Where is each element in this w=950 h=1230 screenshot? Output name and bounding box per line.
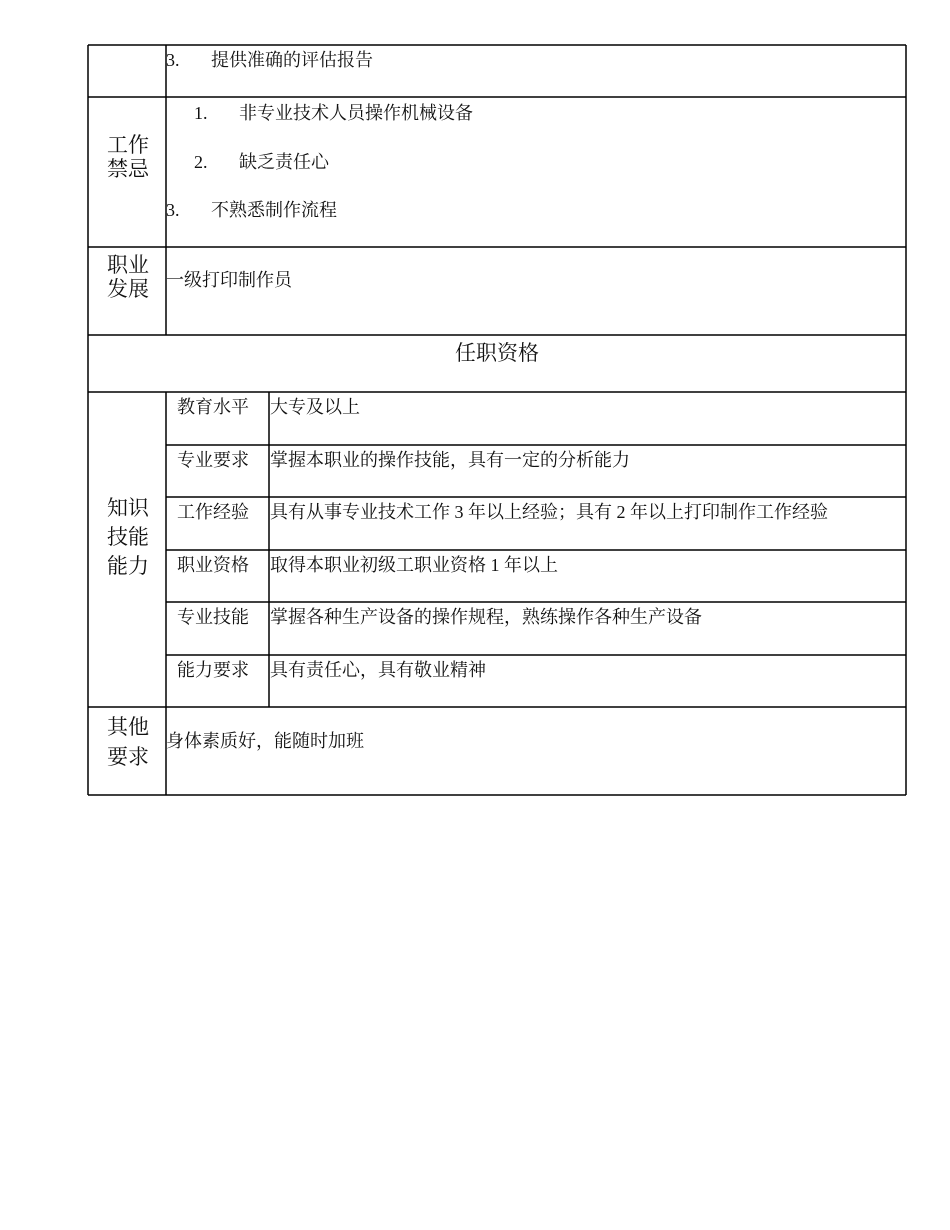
major-key: 专业要求 — [177, 450, 249, 470]
ability-key: 能力要求 — [177, 660, 249, 680]
experience-key: 工作经验 — [177, 502, 249, 522]
taboos-label: 工作 禁忌 — [107, 133, 149, 181]
skills-key: 专业技能 — [177, 607, 249, 627]
taboo-item-1: 1. 非专业技术人员操作机械设备 — [194, 103, 473, 123]
major-value: 掌握本职业的操作技能，具有一定的分析能力 — [270, 450, 630, 470]
experience-value: 具有从事专业技术工作 3 年以上经验；具有 2 年以上打印制作工作经验 — [270, 502, 828, 522]
qualification-header: 任职资格 — [455, 341, 539, 365]
certification-value: 取得本职业初级工职业资格 1 年以上 — [270, 555, 558, 575]
report-item: 3. 提供准确的评估报告 — [166, 50, 373, 70]
other-value: 身体素质好，能随时加班 — [166, 731, 364, 751]
knowledge-label: 知识 技能 能力 — [107, 496, 149, 578]
education-key: 教育水平 — [177, 397, 249, 417]
career-value: 一级打印制作员 — [166, 270, 292, 290]
other-label: 其他 要求 — [107, 715, 149, 769]
ability-value: 具有责任心，具有敬业精神 — [270, 660, 486, 680]
taboo-item-3: 3. 不熟悉制作流程 — [166, 200, 337, 220]
certification-key: 职业资格 — [177, 555, 249, 575]
taboo-item-2: 2. 缺乏责任心 — [194, 152, 329, 172]
skills-value: 掌握各种生产设备的操作规程，熟练操作各种生产设备 — [270, 607, 702, 627]
education-value: 大专及以上 — [270, 397, 360, 417]
career-label: 职业 发展 — [107, 253, 149, 301]
